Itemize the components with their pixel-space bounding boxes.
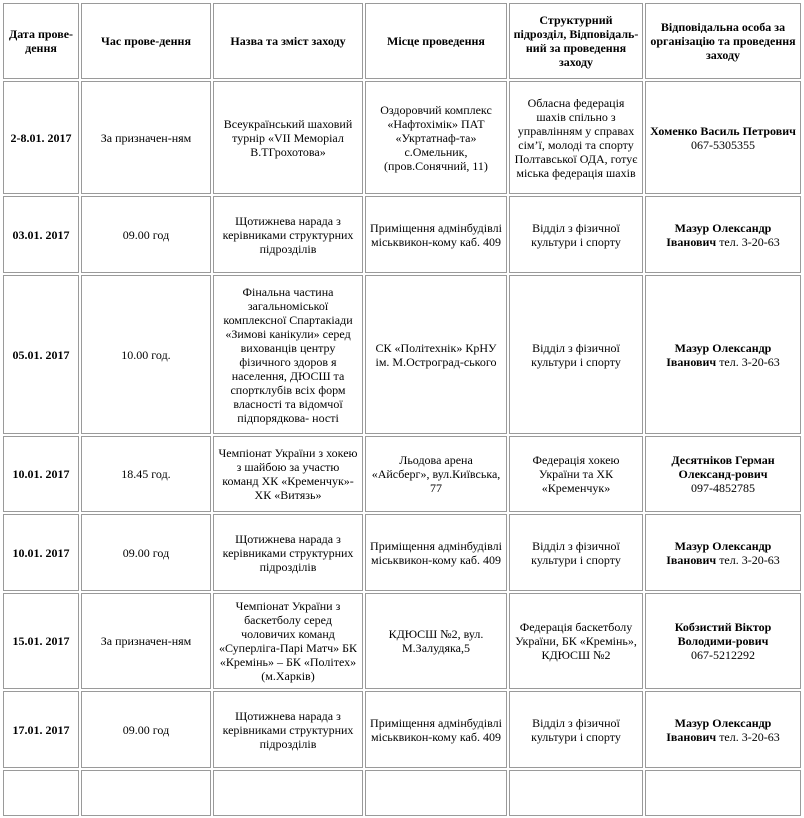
events-table [1,1,803,818]
table-row [3,196,801,273]
responsible-name: Мазур Олександр Іванович [666,340,772,369]
header-row [3,3,801,79]
cell-department: Відділ з фізичної культури і спорту [509,691,643,768]
cell-event: Щотижнева нарада з керівниками структурних підрозділів [213,691,363,768]
cell-responsible [645,81,801,194]
header-time: Час прове-дення [81,3,211,79]
responsible-name: Десятніков Герман Олександ-рович [671,453,775,481]
cell-date: 17.01. 2017 [3,691,79,768]
cell-place: Оздоровчий комплекс «Нафтохімік» ПАТ «Укртатнаф-та» с.Омельник, (пров.Сонячний, 11) [365,81,507,194]
cell-empty [645,770,801,816]
responsible-phone: 067-5305355 [691,137,755,152]
responsible-name: Хоменко Василь Петрович [650,123,796,138]
table-row-partial [3,770,801,816]
responsible-phone: тел. 3-20-63 [719,729,780,744]
responsible-phone: тел. 3-20-63 [719,234,780,249]
cell-department: Відділ з фізичної культури і спорту [509,196,643,273]
header-event: Назва та зміст заходу [213,3,363,79]
cell-time: 09.00 год [81,196,211,273]
cell-department: Відділ з фізичної культури і спорту [509,514,643,591]
cell-place: СК «Політехнік» КрНУ ім. М.Остроград-ського [365,275,507,434]
cell-responsible [645,593,801,689]
cell-place: Льодова арена «Айсберг», вул.Київська, 77 [365,436,507,512]
cell-event: Всеукраїнський шаховий турнір «VII Меморіал В.ТГрохотова» [213,81,363,194]
cell-event: Чемпіонат України з хокею з шайбою за участю команд ХК «Кременчук»- ХК «Витязь» [213,436,363,512]
cell-place: Приміщення адмінбудівлі міськвикон-кому каб. 409 [365,691,507,768]
table-row [3,275,801,434]
cell-time: 09.00 год [81,514,211,591]
cell-place: КДЮСШ №2, вул. М.Залудяка,5 [365,593,507,689]
cell-responsible [645,691,801,768]
cell-department: Федерація хокею України та ХК «Кременчук» [509,436,643,512]
cell-empty [365,770,507,816]
cell-date: 10.01. 2017 [3,514,79,591]
cell-department: Федерація баскетболу України, БК «Кремінь», КДЮСШ №2 [509,593,643,689]
cell-time: За призначен-ням [81,81,211,194]
cell-responsible [645,196,801,273]
responsible-phone: тел. 3-20-63 [719,354,780,369]
cell-department: Обласна федерація шахів спільно з управлінням у справах сім’ї, молоді та спорту Полтавської ОДА, готує міська федерація шахів [509,81,643,194]
cell-event: Щотижнева нарада з керівниками структурних підрозділів [213,196,363,273]
cell-empty [509,770,643,816]
header-department: Структурний підрозділ, Відповідаль-ний за проведення заходу [509,3,643,79]
cell-time: 09.00 год [81,691,211,768]
responsible-phone: тел. 3-20-63 [719,552,780,567]
cell-date: 03.01. 2017 [3,196,79,273]
cell-place: Приміщення адмінбудівлі міськвикон-кому каб. 409 [365,514,507,591]
cell-event: Чемпіонат України з баскетболу серед чоловичих команд «Суперліга-Парі Матч» БК «Кремінь» – БК «Політех» (м.Харків) [213,593,363,689]
cell-responsible [645,436,801,512]
cell-date: 05.01. 2017 [3,275,79,434]
responsible-phone: 067-5212292 [691,648,755,662]
cell-responsible [645,514,801,591]
responsible-name: Мазур Олександр Іванович [666,220,772,249]
cell-place: Приміщення адмінбудівлі міськвикон-кому каб. 409 [365,196,507,273]
table-row [3,81,801,194]
cell-event: Фінальна частина загальноміської комплексної Спартакіади «Зимові канікули» серед вихованців центру фізичного здоров я населення, ДЮСШ та спортклубів всіх форм власності та відомчої підпорядкова- ності [213,275,363,434]
table-row [3,691,801,768]
cell-empty [3,770,79,816]
responsible-name: Кобзистий Віктор Володими-рович [674,620,772,648]
table-row [3,514,801,591]
cell-empty [81,770,211,816]
cell-event: Щотижнева нарада з керівниками структурних підрозділів [213,514,363,591]
responsible-name: Мазур Олександр Іванович [666,538,772,567]
header-place: Місце проведення [365,3,507,79]
responsible-phone: 097-4852785 [691,481,755,495]
table-row [3,436,801,512]
cell-department: Відділ з фізичної культури і спорту [509,275,643,434]
cell-time: 10.00 год. [81,275,211,434]
cell-time: За призначен-ням [81,593,211,689]
cell-time: 18.45 год. [81,436,211,512]
cell-date: 15.01. 2017 [3,593,79,689]
header-date: Дата прове-дення [3,3,79,79]
responsible-name: Мазур Олександр Іванович [666,715,772,744]
cell-responsible [645,275,801,434]
cell-date: 10.01. 2017 [3,436,79,512]
cell-empty [213,770,363,816]
cell-date: 2-8.01. 2017 [3,81,79,194]
header-responsible: Відповідальна особа за організацію та проведення заходу [645,3,801,79]
table-row [3,593,801,689]
